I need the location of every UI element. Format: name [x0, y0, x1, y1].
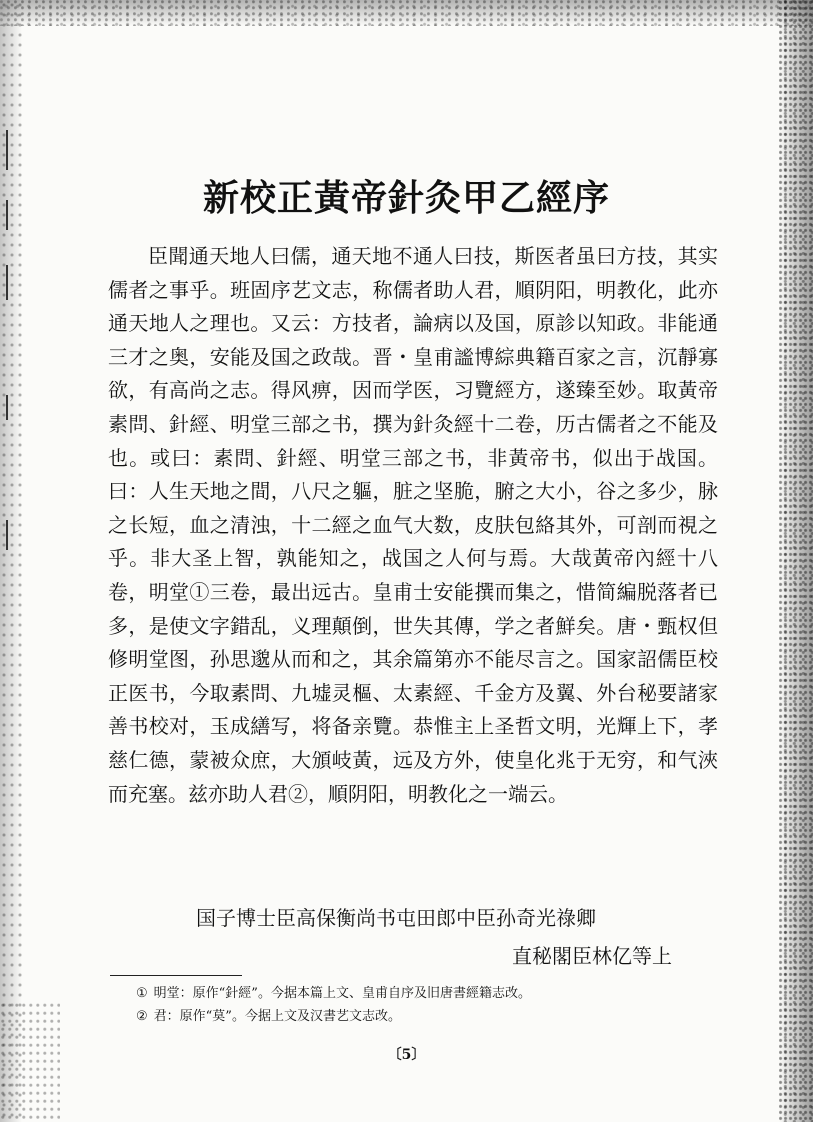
scan-mark	[6, 265, 8, 300]
preface-paragraph: 臣聞通天地人曰儒，通天地不通人曰技，斯医者虽曰方技，其实儒者之事乎。班固序艺文志，称儒者助人君，順阴阳，明教化，此亦通天地人之理也。又云：方技者，論病以及国，原診以知政。非能通三才之奥，安能及国之政哉。晋・皇甫謐博綜典籍百家之言，沉靜寡欲，有高尚之志。得风痹，因而学医，习覽經方，遂臻至妙。取黃帝素問、針經、明堂三部之书，撰为針灸經十二卷，历古儒者之不能及也。或曰：素問、針經、明堂三部之书，非黃帝书，似出于战国。曰：人生天地之間，八尺之軀，脏之坚脆，腑之大小，谷之多少，脉之长短，血之清浊，十二經之血气大数，皮肤包絡其外，可剖而視之乎。非大圣上智，孰能知之，战国之人何与焉。大哉黃帝內經十八卷，明堂①三卷，最出远古。皇甫士安能撰而集之，惜简編脱落者已多，是使文字錯乱，义理顛倒，世失其傳，学之者鮮矣。唐・甄权但修明堂图，孙思邈从而和之，其余篇第亦不能尽言之。国家詔儒臣校正医书，今取素問、九墟灵樞、太素經、千金方及翼、外台秘要諸家善书校对，玉成繕写，将备亲覽。恭惟主上圣哲文明，光輝上下，孝慈仁德，蒙被众庶，大頒岐黃，远及方外，使皇化兆于无穷，和气浹而充塞。兹亦助人君②，順阴阳，明教化之一端云。	[108, 244, 718, 806]
preface-body	[108, 240, 718, 811]
footnote-divider	[110, 975, 242, 976]
footnote-1	[136, 982, 706, 1005]
scan-border-left	[0, 0, 22, 1122]
scan-mark	[6, 130, 8, 170]
signature-line-1: 国子博士臣高保衡尚书屯田郎中臣孙奇光祿卿	[196, 906, 596, 930]
scan-mark	[6, 520, 8, 550]
page-number: 〔5〕	[387, 1047, 426, 1063]
footnote-number: ②	[136, 1009, 148, 1024]
signature-line-2: 直秘閣臣林亿等上	[512, 944, 672, 968]
footnote-2	[136, 1005, 706, 1028]
scan-border-top	[0, 0, 813, 26]
footnote-text: 君：原作“莫”。今据上文及汉書艺文志改。	[153, 1009, 401, 1024]
footnote-number: ①	[136, 986, 148, 1001]
footnotes	[136, 982, 706, 1028]
scan-border-right	[779, 0, 813, 1122]
page-title: 新校正黃帝針灸甲乙經序	[202, 177, 610, 219]
scan-mark	[6, 395, 8, 420]
footnote-text: 明堂：原作“針經”。今据本篇上文、皇甫自序及旧唐書經籍志改。	[153, 986, 531, 1001]
